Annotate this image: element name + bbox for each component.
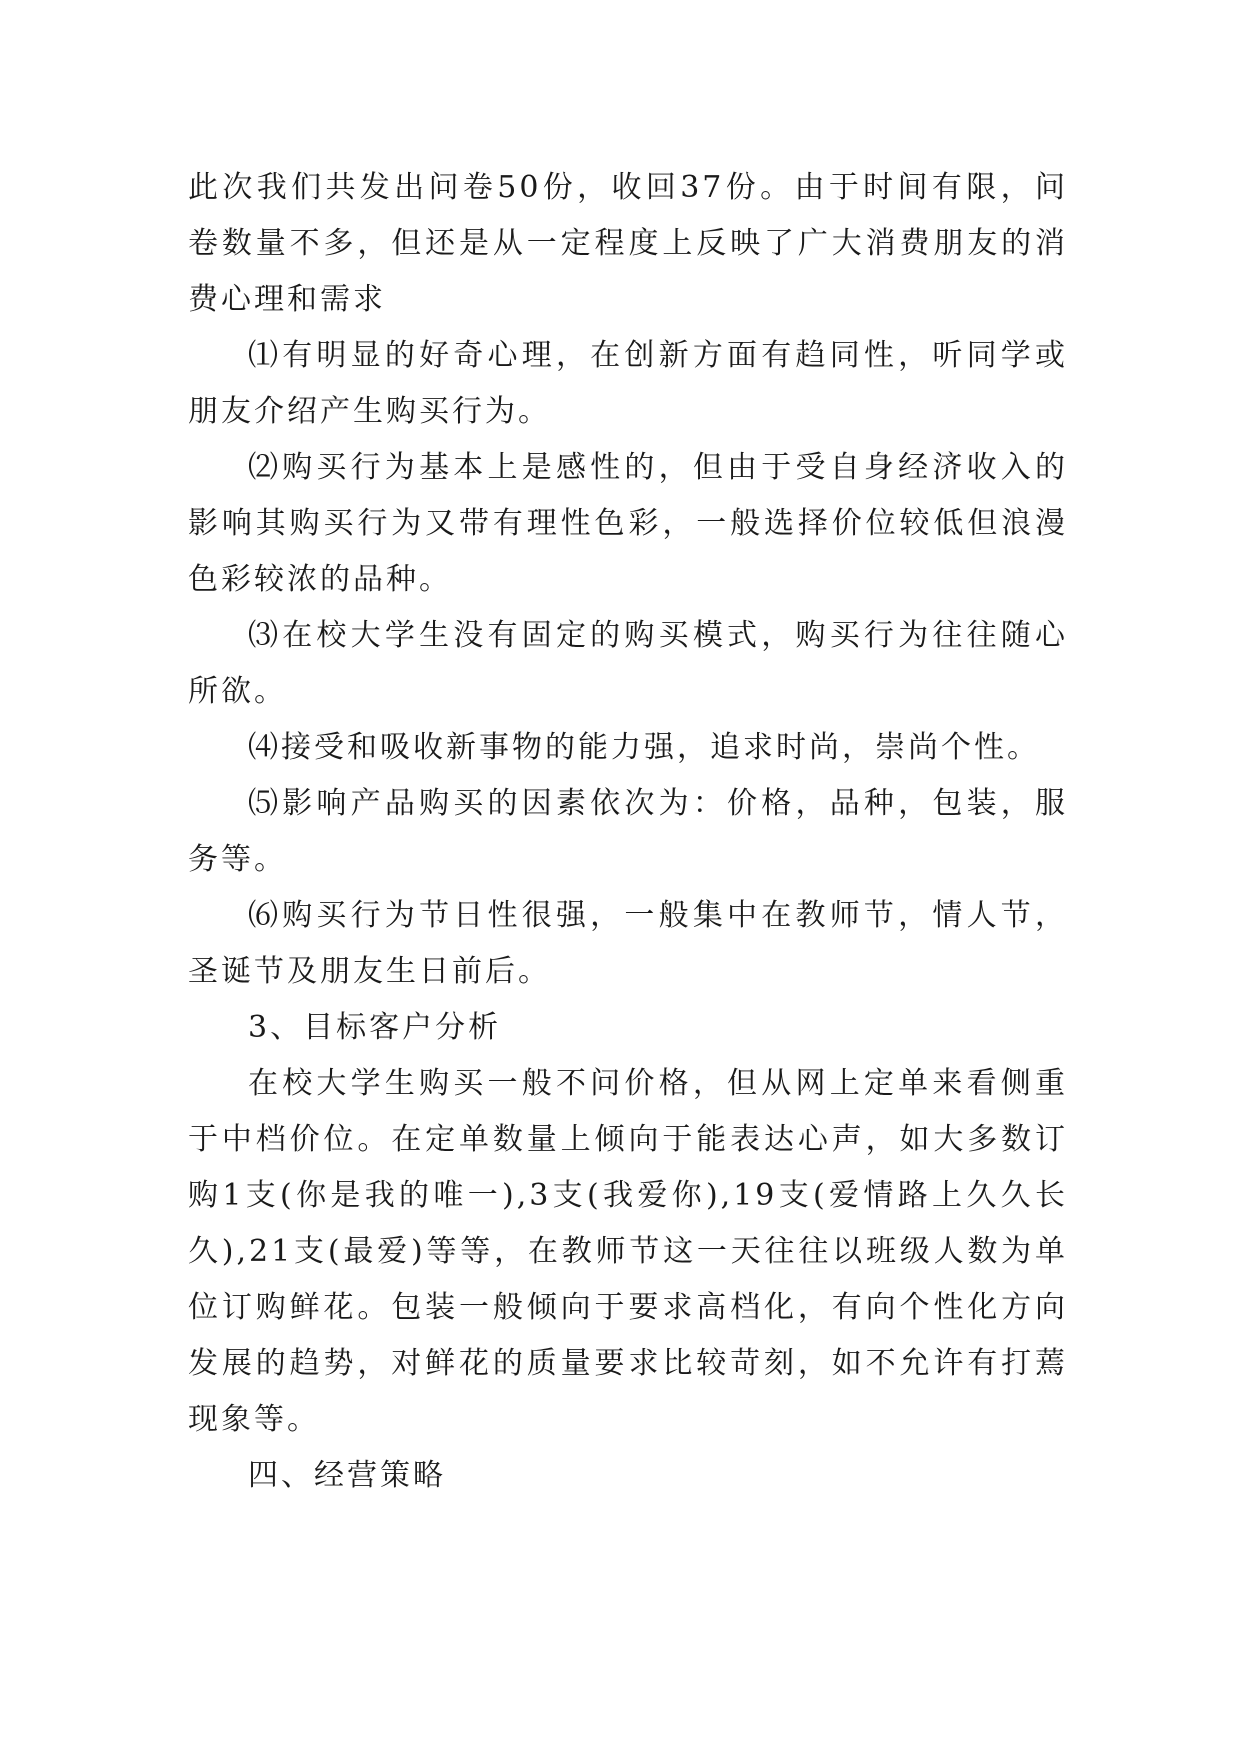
paragraph-point-4: ⑷接受和吸收新事物的能力强，追求时尚，崇尚个性。	[248, 730, 1040, 765]
paragraph-point-6: ⑹购买行为节日性很强，一般集中在教师节，情人节，圣诞节及朋友生日前后。	[188, 898, 1068, 989]
section-heading-business-strategy: 四、经营策略	[248, 1458, 446, 1493]
document-body	[188, 160, 1068, 1504]
paragraph-point-3: ⑶在校大学生没有固定的购买模式，购买行为往往随心所欲。	[188, 618, 1068, 709]
paragraph-point-2: ⑵购买行为基本上是感性的，但由于受自身经济收入的影响其购买行为又带有理性色彩，一般选择价位较低但浪漫色彩较浓的品种。	[188, 450, 1068, 597]
paragraph-target-customer-analysis: 在校大学生购买一般不问价格，但从网上定单来看侧重于中档价位。在定单数量上倾向于能表达心声，如大多数订购1支(你是我的唯一),3支(我爱你),19支(爱情路上久久长久),21支(最爱)等等，在教师节这一天往往以班级人数为单位订购鲜花。包装一般倾向于要求高档化，有向个性化方向发展的趋势，对鲜花的质量要求比较苛刻，如不允许有打蔫现象等。	[188, 1066, 1068, 1437]
paragraph-survey-intro: 此次我们共发出问卷50份，收回37份。由于时间有限，问卷数量不多，但还是从一定程度上反映了广大消费朋友的消费心理和需求	[188, 170, 1068, 317]
paragraph-point-5: ⑸影响产品购买的因素依次为：价格，品种，包装，服务等。	[188, 786, 1068, 877]
paragraph-point-1: ⑴有明显的好奇心理，在创新方面有趋同性，听同学或朋友介绍产生购买行为。	[188, 338, 1068, 429]
section-heading-target-customers: 3、目标客户分析	[248, 1010, 502, 1045]
